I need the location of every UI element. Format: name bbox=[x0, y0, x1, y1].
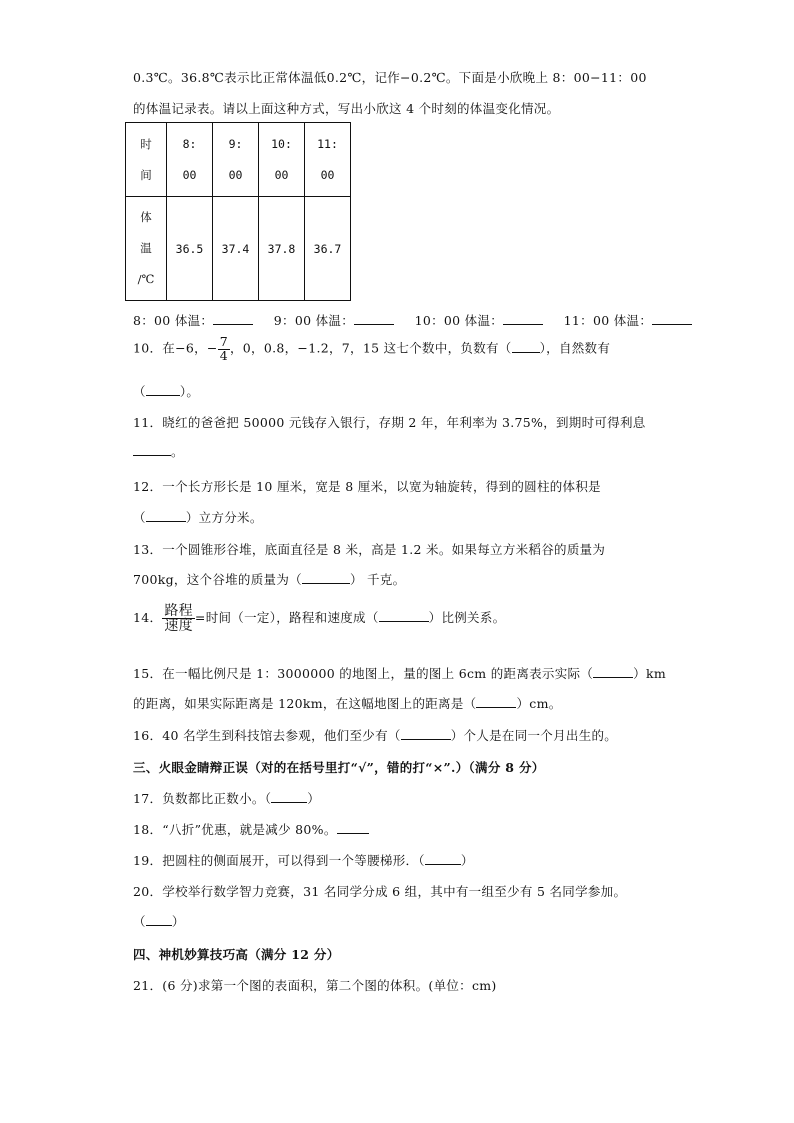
q11-answer-blank[interactable] bbox=[133, 443, 171, 456]
q19-answer-blank[interactable] bbox=[425, 852, 461, 865]
question-15-line-2: 的距离，如果实际距离是 120km，在这幅地图上的距离是（ ）cm。 bbox=[133, 696, 562, 711]
temperature-cell: 36.5 bbox=[167, 197, 213, 301]
question-12-line-1: 12．一个长方形长是 10 厘米，宽是 8 厘米，以宽为轴旋转，得到的圆柱的体积是 bbox=[133, 479, 601, 494]
temperature-cell: 37.4 bbox=[213, 197, 259, 301]
answer-blank-8[interactable] bbox=[213, 312, 253, 325]
q10-negative-blank[interactable] bbox=[512, 340, 540, 353]
answer-label-11: 11：00 体温： bbox=[563, 313, 653, 328]
question-11-line-2: 。 bbox=[133, 442, 184, 460]
answer-label-10: 10：00 体温： bbox=[414, 313, 504, 328]
temperature-cell: 37.8 bbox=[259, 197, 305, 301]
fraction-distance-over-speed: $\frac{\text{路程}}{\text{速度}}$ bbox=[164, 603, 193, 634]
answer-blank-9[interactable] bbox=[354, 312, 394, 325]
q20-answer-blank[interactable] bbox=[146, 913, 172, 926]
q18-answer-blank[interactable] bbox=[337, 821, 369, 834]
answer-row bbox=[133, 311, 692, 329]
question-18: 18．“八折”优惠，就是减少 80%。 bbox=[133, 820, 369, 838]
q12-answer-blank[interactable] bbox=[146, 509, 186, 522]
answer-blank-11[interactable] bbox=[652, 312, 692, 325]
question-19: 19．把圆柱的侧面展开，可以得到一个等腰梯形．（ ） bbox=[133, 853, 474, 868]
section-4-heading: 四、神机妙算技巧高（满分 12 分） bbox=[133, 947, 340, 962]
intro-line-1: 0.3℃。36.8℃表示比正常体温低0.2℃，记作−0.2℃。下面是小欣晚上 8：00−11：00 bbox=[133, 70, 647, 85]
intro-line-2: 的体温记录表。请以上面这种方式，写出小欣这 4 个时刻的体温变化情况。 bbox=[133, 101, 560, 116]
question-14: 14． $\frac{\text{路程}}{\text{速度}}$ =时间（一定），路程和速度成（ ）比例关系。 bbox=[133, 603, 506, 634]
answer-label-9: 9：00 体温： bbox=[273, 313, 355, 328]
time-cell: 9: 00 bbox=[213, 123, 259, 197]
q14-answer-blank[interactable] bbox=[379, 609, 429, 622]
q15-cm-blank[interactable] bbox=[476, 695, 516, 708]
question-13-line-2: 700kg，这个谷堆的质量为（ ） 千克。 bbox=[133, 572, 406, 587]
temperature-header: 体 温 /℃ bbox=[126, 197, 167, 301]
question-15-line-1: 15．在一幅比例尺是 1：3000000 的地图上，量的图上 6cm 的距离表示实际（ ）km bbox=[133, 666, 666, 681]
question-16: 16．40 名学生到科技馆去参观，他们至少有（ ）个人是在同一个月出生的。 bbox=[133, 728, 618, 743]
question-13-line-1: 13．一个圆锥形谷堆，底面直径是 8 米，高是 1.2 米。如果每立方米稻谷的质量为 bbox=[133, 542, 606, 557]
time-row bbox=[126, 123, 351, 197]
q10-natural-blank[interactable] bbox=[146, 383, 180, 396]
question-17: 17．负数都比正数小。（ ） bbox=[133, 791, 321, 806]
answer-blank-10[interactable] bbox=[503, 312, 543, 325]
time-cell: 10: 00 bbox=[259, 123, 305, 197]
question-12-line-2: （ ）立方分米。 bbox=[133, 510, 263, 525]
question-20-line-1: 20．学校举行数学智力竞赛，31 名同学分成 6 组，其中有一组至少有 5 名同学参加。 bbox=[133, 884, 627, 899]
question-10-line-2: （ ）。 bbox=[133, 384, 200, 399]
q16-answer-blank[interactable] bbox=[401, 727, 451, 740]
q13-answer-blank[interactable] bbox=[302, 571, 350, 584]
time-cell: 11: 00 bbox=[305, 123, 351, 197]
temperature-table bbox=[125, 122, 351, 301]
q17-answer-blank[interactable] bbox=[271, 790, 307, 803]
temperature-row bbox=[126, 197, 351, 301]
temperature-cell: 36.7 bbox=[305, 197, 351, 301]
section-3-heading: 三、火眼金睛辩正误（对的在括号里打“√”，错的打“×”.）（满分 8 分） bbox=[133, 760, 545, 775]
q15-km-blank[interactable] bbox=[593, 665, 633, 678]
answer-label-8: 8：00 体温： bbox=[133, 313, 214, 328]
question-10-line-1: 10．在−6，− $\frac{7}{4}$ ，0，0.8，−1.2，7，15 这七个数中，负数有（ ），自然数有 bbox=[133, 334, 611, 363]
fraction-seven-fourths: $\frac{7}{4}$ bbox=[219, 334, 228, 363]
question-20-line-2: （ ） bbox=[133, 914, 185, 929]
time-cell: 8: 00 bbox=[167, 123, 213, 197]
question-11-line-1: 11．晓红的爸爸把 50000 元钱存入银行，存期 2 年，年利率为 3.75%，到期时可得利息 bbox=[133, 415, 646, 430]
question-21: 21．(6 分)求第一个图的表面积，第二个图的体积。(单位：cm) bbox=[133, 978, 497, 993]
time-header: 时 间 bbox=[126, 123, 167, 197]
